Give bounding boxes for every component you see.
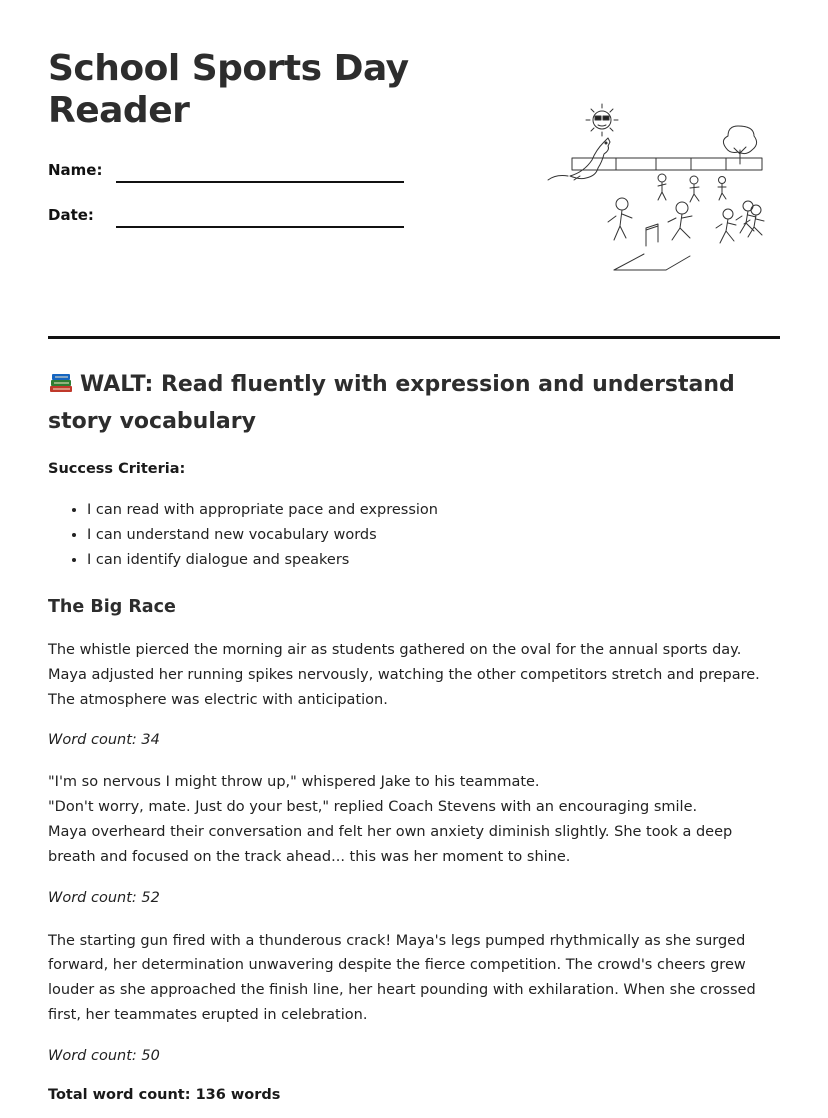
list-item: • I can read with appropriate pace and expression bbox=[87, 498, 780, 523]
total-word-count: Total word count: 136 words bbox=[48, 1086, 281, 1103]
books-icon bbox=[48, 371, 74, 395]
page-title: School Sports Day Reader bbox=[48, 48, 409, 131]
hurdle-icon bbox=[646, 224, 658, 246]
track-icon bbox=[614, 254, 690, 270]
worksheet-header bbox=[48, 0, 780, 340]
walt-heading bbox=[48, 366, 780, 440]
list-item: • I can identify dialogue and speakers bbox=[87, 548, 780, 573]
name-label: Name: bbox=[48, 161, 103, 179]
runner-icon bbox=[690, 176, 699, 202]
kangaroo-icon bbox=[548, 138, 610, 180]
sports-day-illustration bbox=[516, 98, 766, 276]
word-count-3: Word count: 50 bbox=[48, 1047, 160, 1064]
success-criteria-label: Success Criteria: bbox=[48, 461, 186, 477]
word-count-1: Word count: 34 bbox=[48, 732, 160, 749]
list-item: • I can understand new vocabulary words bbox=[87, 523, 780, 548]
dialogue-jake: "I'm so nervous I might throw up," whispered Jake to his teammate. bbox=[48, 774, 540, 791]
runner-icon bbox=[608, 198, 632, 240]
worksheet-content bbox=[48, 366, 780, 1105]
story-title: The Big Race bbox=[48, 597, 176, 617]
date-write-line[interactable] bbox=[116, 226, 404, 228]
success-criteria-list bbox=[48, 498, 780, 573]
runner-icon bbox=[658, 174, 666, 200]
worksheet-page bbox=[48, 0, 780, 1103]
runner-icon bbox=[718, 177, 726, 201]
dialogue-coach: "Don't worry, mate. Just do your best," replied Coach Stevens with an encouraging smile. bbox=[48, 799, 698, 816]
sun-icon bbox=[586, 104, 618, 136]
name-write-line[interactable] bbox=[116, 181, 404, 183]
runner-icon bbox=[716, 209, 736, 243]
story-paragraph-3: The starting gun fired with a thunderous crack! Maya's legs pumped rhythmically as she surged forward, her determination unwavering despite the fierce competition. The crowd's cheers grew louder as she approached the finish line, her heart pounding with exhilaration. When she crossed first, her teammates erupted in celebration. bbox=[48, 932, 756, 1023]
date-label: Date: bbox=[48, 206, 94, 224]
story-paragraph-2: Maya overheard their conversation and felt her own anxiety diminish slightly. She took a deep breath and focused on the track ahead... this was her moment to shine. bbox=[48, 823, 733, 865]
runner-icon bbox=[744, 205, 764, 237]
story-paragraph-1: The whistle pierced the morning air as students gathered on the oval for the annual sports day. Maya adjusted her running spikes nervously, watching the other competitors stretch and prepare. The atmosphere was electric with anticipation. bbox=[48, 642, 760, 708]
walt-text: WALT: Read fluently with expression and understand story vocabulary bbox=[48, 372, 735, 434]
name-field[interactable] bbox=[48, 160, 408, 190]
dialogue-block bbox=[48, 770, 780, 869]
section-divider bbox=[48, 336, 780, 339]
runner-icon bbox=[668, 202, 692, 240]
word-count-2: Word count: 52 bbox=[48, 889, 160, 906]
date-field[interactable] bbox=[48, 205, 408, 235]
